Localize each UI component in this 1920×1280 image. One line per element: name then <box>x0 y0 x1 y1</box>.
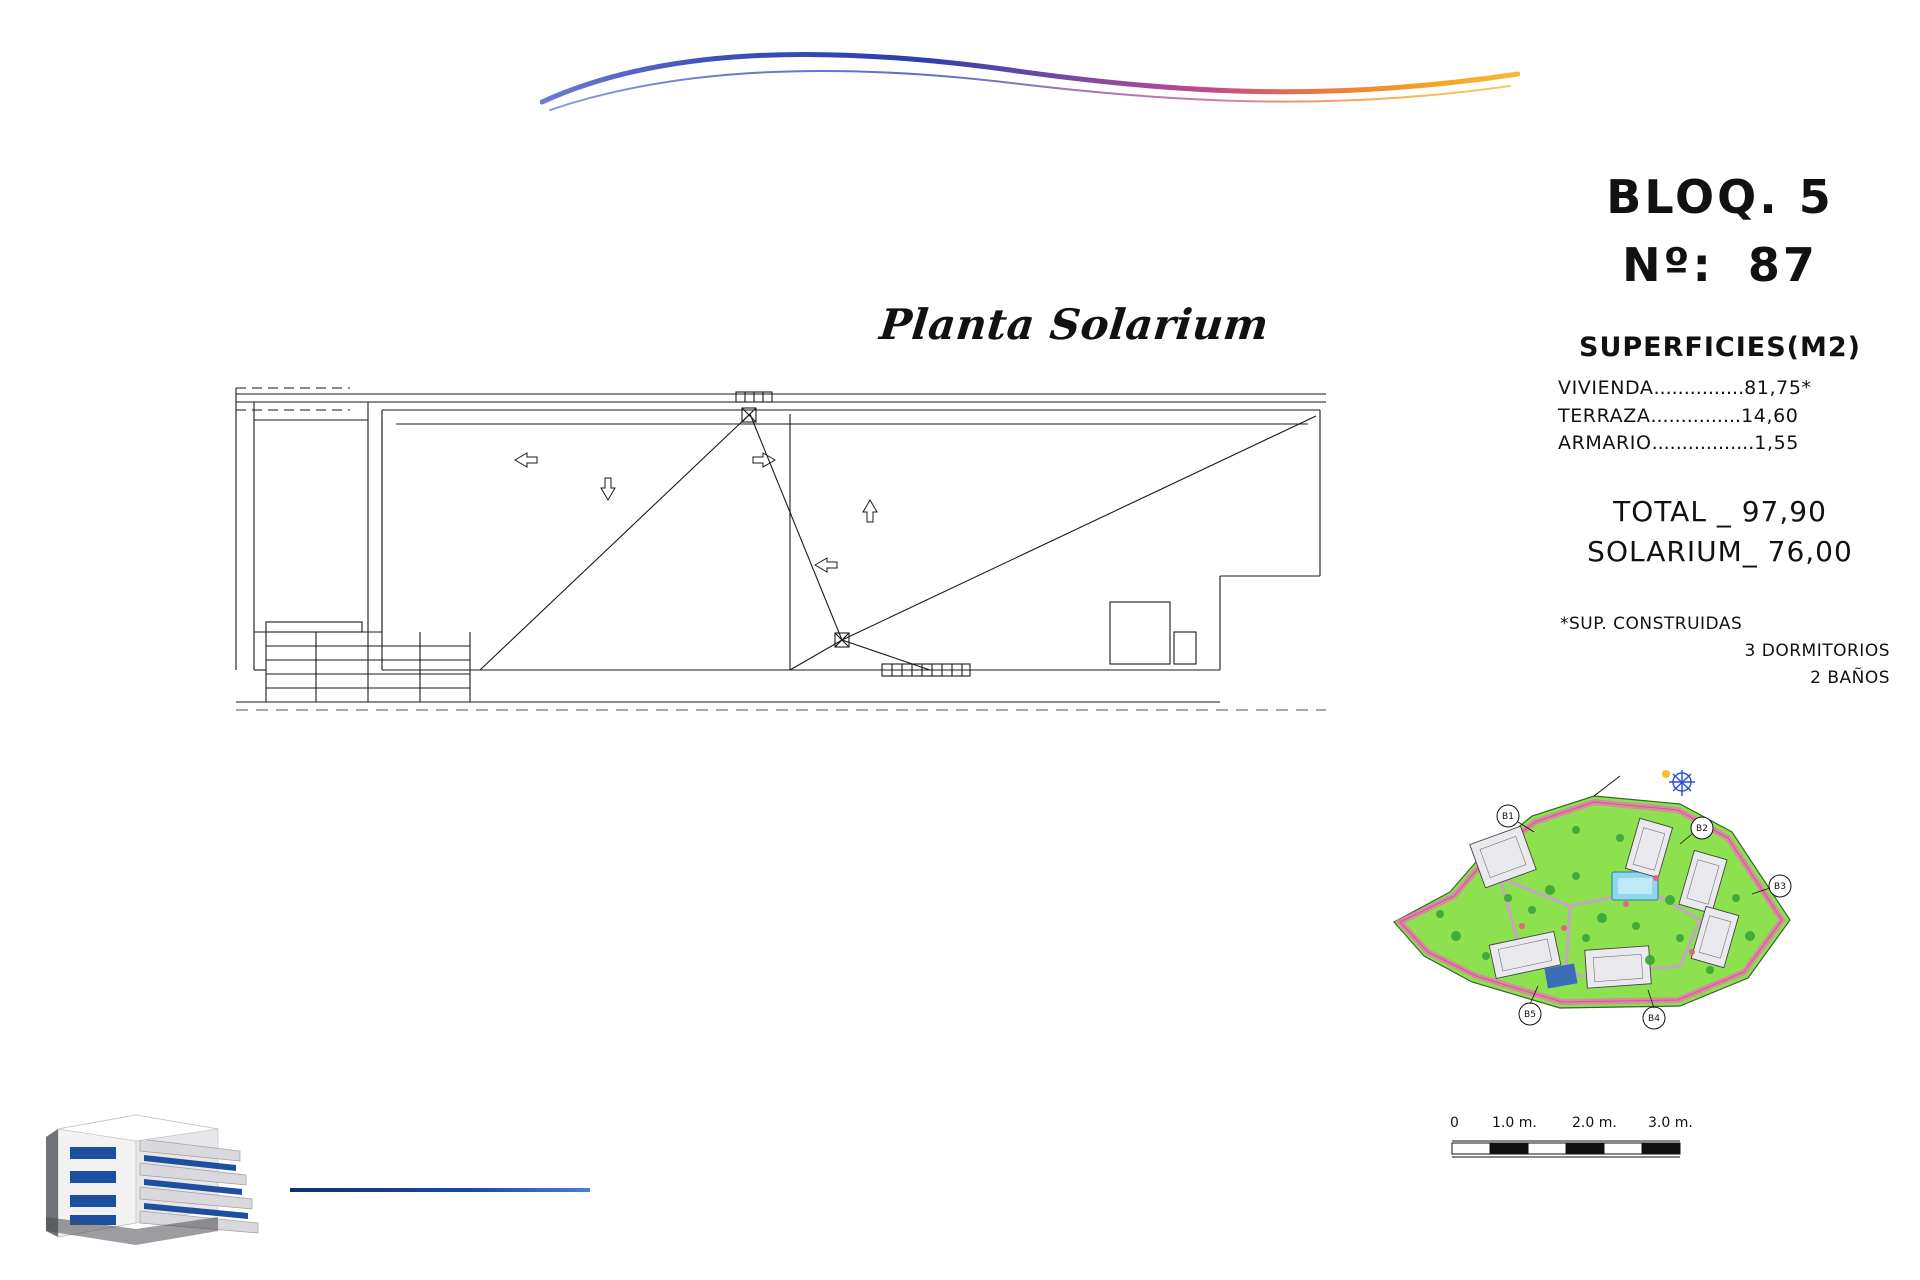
site-marker-b1: B1 <box>1502 812 1514 822</box>
building-render-thumbnail <box>40 1105 300 1255</box>
surface-dots: ............... <box>1653 377 1745 399</box>
render-baseline-accent <box>290 1188 590 1192</box>
total-row <box>1540 492 1900 533</box>
site-marker-b4: B4 <box>1648 1014 1660 1024</box>
total-value: 97,90 <box>1741 494 1827 528</box>
surface-value: 14,60 <box>1741 404 1799 427</box>
scale-tick: 3.0 m. <box>1648 1115 1693 1131</box>
scale-tick: 0 <box>1450 1115 1459 1131</box>
bedrooms-note: 3 DORMITORIOS <box>1744 641 1890 662</box>
unit-number-value: 87 <box>1747 238 1818 292</box>
notes-block <box>1540 611 1900 693</box>
surface-value: 1,55 <box>1754 432 1799 455</box>
plan-title: Planta Solarium <box>877 300 1272 349</box>
surface-row <box>1558 430 1900 458</box>
info-panel <box>1540 170 1900 692</box>
surface-name: TERRAZA <box>1558 404 1651 427</box>
unit-number-line <box>1540 238 1900 292</box>
surface-dots: ............... <box>1650 404 1742 427</box>
surface-dots: ................. <box>1651 432 1755 455</box>
surface-name: VIVIENDA <box>1558 377 1654 399</box>
decorative-swoosh <box>540 40 1520 130</box>
solarium-label: SOLARIUM_ <box>1587 535 1758 569</box>
floor-plan-drawing <box>230 370 1350 830</box>
surfaces-heading: SUPERFICIES(M2) <box>1579 332 1861 363</box>
surface-name: ARMARIO <box>1558 432 1652 455</box>
site-marker-b2: B2 <box>1696 824 1708 834</box>
scale-bar-graphic <box>1450 1139 1710 1161</box>
solarium-row <box>1540 532 1900 573</box>
unit-number-label: Nº: <box>1622 238 1714 292</box>
scale-tick: 2.0 m. <box>1572 1115 1617 1131</box>
scale-tick: 1.0 m. <box>1492 1115 1537 1131</box>
total-label: TOTAL _ <box>1613 494 1732 528</box>
site-plan-thumbnail <box>1380 770 1810 1030</box>
bathrooms-note: 2 BAÑOS <box>1810 668 1890 689</box>
solarium-value: 76,00 <box>1767 535 1853 569</box>
surface-value: 81,75* <box>1744 377 1812 399</box>
site-marker-b5: B5 <box>1524 1010 1536 1020</box>
built-area-note: *SUP. CONSTRUIDAS <box>1560 613 1743 634</box>
totals-block <box>1540 492 1900 573</box>
surfaces-list <box>1558 375 1900 458</box>
scale-bar <box>1450 1115 1710 1165</box>
block-label: BLOQ. 5 <box>1606 170 1834 224</box>
surface-row <box>1558 375 1900 403</box>
site-marker-b3: B3 <box>1774 882 1786 892</box>
surface-row <box>1558 403 1900 431</box>
